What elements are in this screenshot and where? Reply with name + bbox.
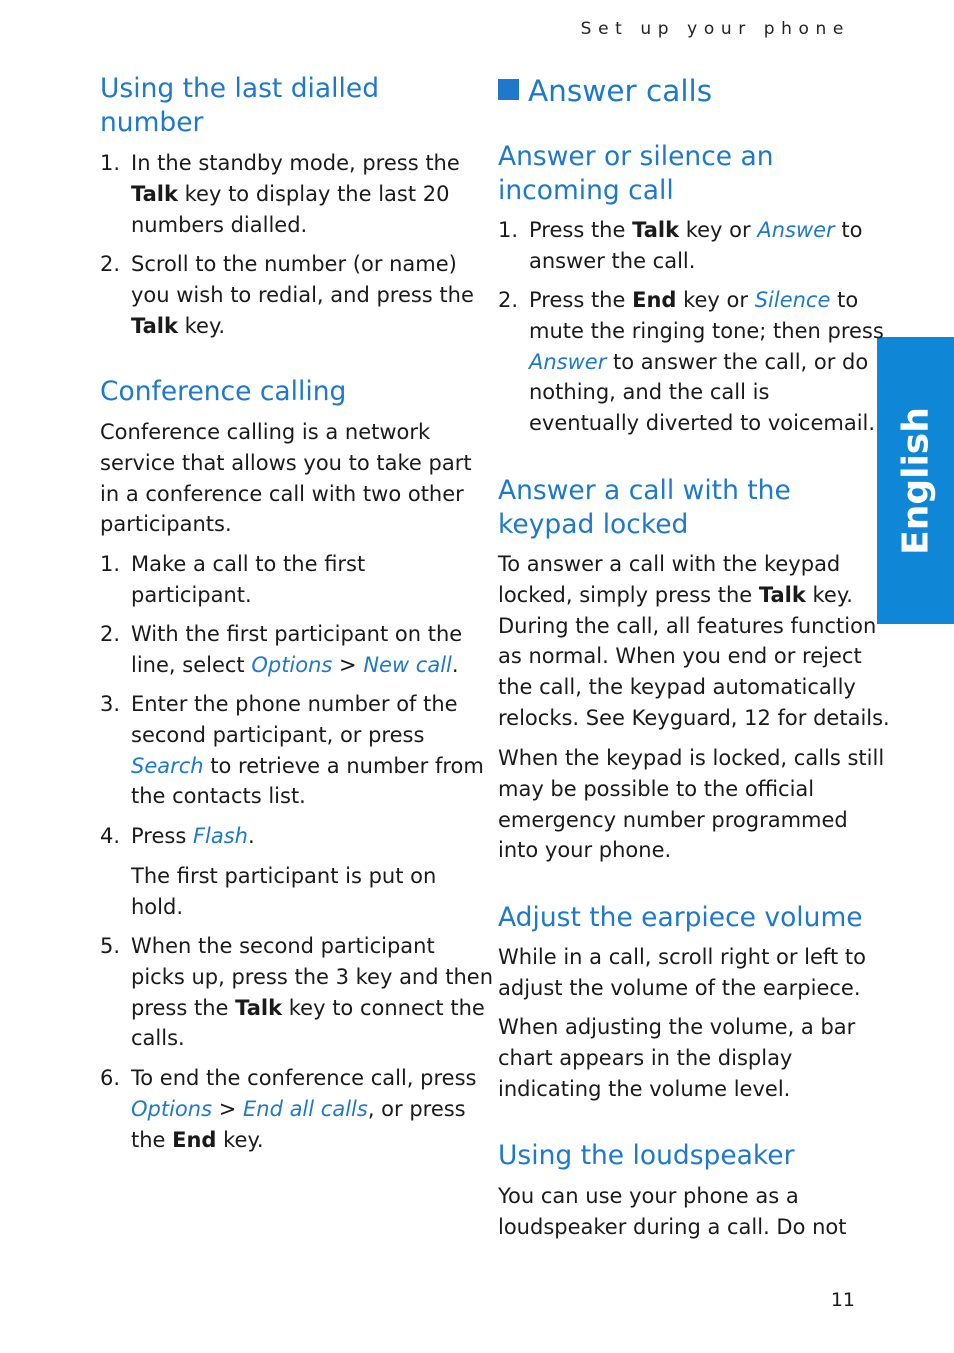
- text-line: participants.: [100, 512, 232, 537]
- text-line: [529, 285, 884, 316]
- text-fragment: , or press: [367, 1096, 466, 1121]
- step-2-answer: [498, 285, 884, 439]
- step-number: 4.: [100, 824, 121, 848]
- text-fragment: to: [834, 218, 863, 242]
- loudspeaker-paragraph: [498, 1181, 847, 1243]
- text-fragment: locked, simply press the: [498, 582, 759, 607]
- heading-answer-calls: [498, 73, 712, 109]
- step-number: 2.: [100, 252, 121, 276]
- new-call-menu-link: New call: [363, 652, 452, 677]
- text-line: [131, 993, 493, 1024]
- heading-line: Answer or silence an: [498, 141, 774, 172]
- talk-key-label: Talk: [131, 181, 178, 206]
- text-fragment: Press: [131, 824, 193, 848]
- menu-separator: >: [332, 652, 364, 677]
- text-line: picks up, press the 3 key and then: [131, 964, 494, 989]
- end-key-label: End: [632, 288, 677, 312]
- answer-softkey-link: Answer: [757, 218, 835, 242]
- heading-line: number: [100, 107, 204, 138]
- text-line: numbers dialled.: [131, 212, 308, 237]
- text-line: adjust the volume of the earpiece.: [498, 975, 861, 1000]
- step-4-note: [100, 861, 436, 923]
- flash-softkey-link: Flash: [192, 824, 248, 848]
- menu-separator: >: [212, 1096, 243, 1121]
- text-line: loudspeaker during a call. Do not: [498, 1214, 847, 1239]
- text-line: [498, 580, 890, 611]
- text-line: service that allows you to take part: [100, 450, 472, 475]
- text-line: the call, the keypad automatically: [498, 675, 856, 700]
- text-line: During the call, all features function: [498, 613, 877, 638]
- step-number: 1.: [498, 218, 519, 242]
- heading-line: keypad locked: [498, 509, 689, 540]
- text-fragment: Press the: [529, 218, 633, 242]
- step-number: 6.: [100, 1066, 121, 1090]
- step-3-conference: [100, 689, 484, 812]
- text-line: To end the conference call, press: [131, 1066, 477, 1090]
- text-line: [529, 215, 862, 246]
- text-line: [131, 650, 462, 681]
- talk-key-label: Talk: [235, 995, 283, 1020]
- text-line: While in a call, scroll right or left to: [498, 945, 866, 969]
- running-head: Set up your phone: [580, 19, 850, 39]
- keypad-locked-paragraph-1: [498, 549, 890, 734]
- text-line: participant.: [131, 582, 252, 607]
- text-line: emergency number programmed: [498, 807, 848, 832]
- language-tab-label: English: [895, 406, 936, 555]
- text-line: To answer a call with the keypad: [498, 552, 841, 576]
- search-softkey-link: Search: [131, 753, 204, 778]
- text-fragment: press the: [131, 995, 236, 1020]
- step-number: 2.: [498, 288, 519, 312]
- text-fragment: key.: [177, 313, 226, 338]
- text-fragment: key or: [679, 218, 758, 242]
- text-fragment: key to connect the: [282, 995, 485, 1020]
- text-line: mute the ringing tone; then press: [529, 318, 884, 343]
- step-number: 1.: [100, 552, 121, 576]
- text-line: With the first participant on the: [131, 622, 463, 646]
- talk-key-label: Talk: [131, 313, 178, 338]
- step-2-last-dialled: [100, 249, 474, 341]
- answer-softkey-link: Answer: [529, 349, 607, 374]
- text-fragment: to: [830, 288, 859, 312]
- text-fragment: key to display the last 20: [177, 181, 450, 206]
- text-fragment: key.: [216, 1127, 264, 1152]
- heading-last-dialled: [100, 72, 379, 140]
- text-line: When adjusting the volume, a bar: [498, 1015, 856, 1039]
- heading-text: Answer calls: [528, 74, 713, 108]
- heading-loudspeaker: Using the loudspeaker: [498, 1140, 795, 1171]
- heading-keypad-locked: [498, 474, 791, 542]
- text-fragment: .: [451, 652, 459, 677]
- heading-earpiece-volume: Adjust the earpiece volume: [498, 902, 863, 933]
- heading-line: Using the last dialled: [100, 73, 380, 104]
- step-1-last-dialled: [100, 148, 460, 240]
- keypad-locked-paragraph-2: [498, 743, 884, 866]
- text-line: hold.: [131, 894, 183, 919]
- text-line: you wish to redial, and press the: [131, 282, 474, 307]
- text-fragment: the: [131, 1127, 173, 1152]
- end-key-label: End: [172, 1127, 217, 1152]
- text-fragment: line, select: [131, 652, 252, 677]
- section-square-icon: [498, 79, 519, 100]
- text-line: You can use your phone as a: [498, 1184, 799, 1208]
- text-line: When the second participant: [131, 934, 435, 958]
- silence-softkey-link: Silence: [754, 288, 831, 312]
- text-line: [131, 1125, 476, 1156]
- text-line: may be possible to the official: [498, 776, 815, 801]
- step-number: 3.: [100, 692, 121, 716]
- text-line: [529, 347, 884, 378]
- text-line: [131, 1094, 476, 1125]
- text-line: relocks. See Keyguard, 12 for details.: [498, 705, 890, 730]
- step-6-conference: [100, 1063, 476, 1155]
- text-line: chart appears in the display: [498, 1045, 793, 1070]
- conference-intro: [100, 417, 472, 540]
- text-fragment: .: [248, 824, 255, 848]
- text-line: nothing, and the call is: [529, 380, 770, 405]
- text-fragment: to answer the call, or do: [606, 349, 869, 374]
- step-5-conference: [100, 931, 493, 1054]
- text-line: answer the call.: [529, 248, 696, 273]
- text-line: In the standby mode, press the: [131, 151, 460, 175]
- text-line: as normal. When you end or reject: [498, 644, 862, 669]
- heading-line: Answer a call with the: [498, 475, 791, 506]
- step-2-conference: [100, 619, 462, 681]
- heading-line: incoming call: [498, 175, 674, 206]
- text-line: second participant, or press: [131, 722, 425, 747]
- talk-key-label: Talk: [632, 218, 680, 242]
- step-number: 2.: [100, 622, 121, 646]
- text-line: Scroll to the number (or name): [131, 252, 457, 276]
- text-fragment: to retrieve a number from: [203, 753, 484, 778]
- step-1-answer: [498, 215, 862, 277]
- text-line: When the keypad is locked, calls still: [498, 746, 885, 770]
- text-line: Make a call to the first: [131, 552, 366, 576]
- page-number: 11: [830, 1289, 855, 1311]
- text-line: The first participant is put on: [131, 864, 437, 888]
- heading-answer-or-silence: [498, 140, 774, 208]
- text-fragment: key or: [676, 288, 755, 312]
- options-menu-link: Options: [131, 1096, 213, 1121]
- text-line: indicating the volume level.: [498, 1076, 791, 1101]
- text-fragment: Press the: [529, 288, 633, 312]
- text-line: into your phone.: [498, 838, 672, 863]
- text-line: Enter the phone number of the: [131, 692, 458, 716]
- earpiece-paragraph-2: [498, 1012, 855, 1104]
- end-all-calls-menu-link: End all calls: [242, 1096, 368, 1121]
- options-menu-link: Options: [251, 652, 333, 677]
- text-line: eventually diverted to voicemail.: [529, 411, 876, 436]
- text-fragment: key.: [805, 582, 853, 607]
- text-line: Conference calling is a network: [100, 420, 431, 444]
- text-line: [131, 821, 255, 852]
- step-4-conference: [100, 821, 255, 852]
- text-line: the contacts list.: [131, 784, 306, 809]
- text-line: in a conference call with two other: [100, 481, 464, 506]
- text-line: [131, 311, 474, 342]
- step-number: 1.: [100, 151, 121, 175]
- heading-conference-calling: Conference calling: [100, 376, 347, 407]
- step-number: 5.: [100, 934, 121, 958]
- talk-key-label: Talk: [758, 582, 806, 607]
- step-1-conference: [100, 549, 365, 611]
- text-line: [131, 179, 460, 210]
- text-line: calls.: [131, 1026, 185, 1051]
- earpiece-paragraph-1: [498, 942, 866, 1004]
- text-line: [131, 751, 484, 782]
